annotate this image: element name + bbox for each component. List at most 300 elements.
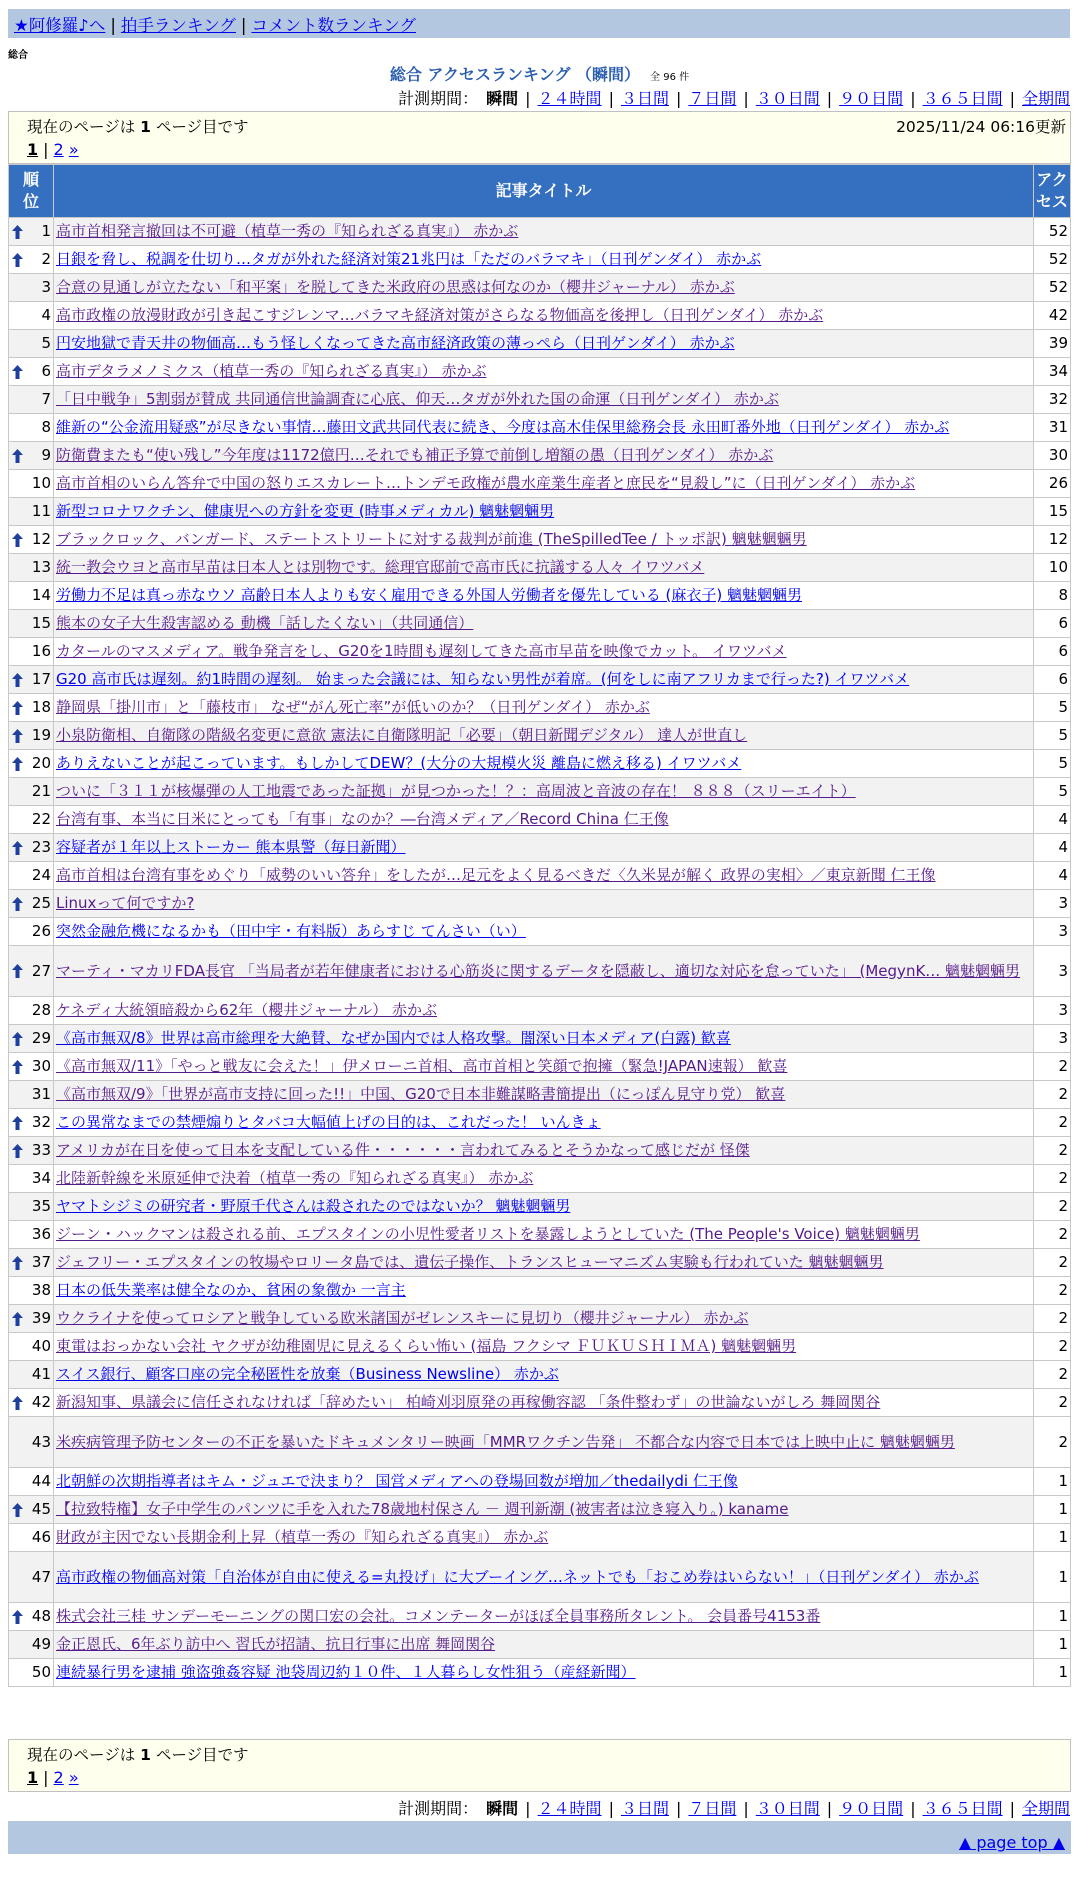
rank-cell xyxy=(9,834,54,862)
pager-separator: | xyxy=(43,140,49,159)
table-row xyxy=(9,638,1071,666)
title-cell xyxy=(54,1333,1034,1361)
rank-cell xyxy=(9,694,54,722)
article-link[interactable]: 北朝鮮の次期指導者はキム・ジュエで決まり？ 国営メディアへの登場回数が増加／thedailydi 仁王像 xyxy=(56,1472,738,1490)
period-separator: | xyxy=(826,89,833,108)
access-count: 2 xyxy=(1034,1249,1071,1277)
table-row xyxy=(9,1659,1071,1687)
period-current: 瞬間 xyxy=(486,89,519,108)
rank-number: 34 xyxy=(31,1169,51,1187)
nav-separator: | xyxy=(110,16,116,35)
period-link-3[interactable]: ７日間 xyxy=(688,1799,737,1818)
title-cell xyxy=(54,1603,1034,1631)
rank-cell xyxy=(9,1659,54,1687)
article-link[interactable]: 日本の低失業率は健全なのか、貧困の象徴か 一言主 xyxy=(56,1281,406,1299)
title-cell xyxy=(54,1165,1034,1193)
access-count: 2 xyxy=(1034,1333,1071,1361)
title-cell xyxy=(54,274,1034,302)
rank-number: 22 xyxy=(31,810,51,828)
pager-bottom xyxy=(27,1768,79,1787)
title-cell xyxy=(54,386,1034,414)
rank-cell xyxy=(9,526,54,554)
table-row xyxy=(9,694,1071,722)
table-row xyxy=(9,526,1071,554)
article-link[interactable]: 高市首相は台湾有事をめぐり「威勢のいい答弁」をしたが…足元をよく見るべきだ〈久米晃が解く 政界の実相〉／東京新聞 仁王像 xyxy=(56,866,936,884)
access-count: 1 xyxy=(1034,1524,1071,1552)
rank-number: 47 xyxy=(31,1567,51,1586)
access-count: 32 xyxy=(1034,386,1071,414)
up-arrow-icon xyxy=(12,1032,23,1046)
access-count: 2 xyxy=(1034,1417,1071,1468)
top-nav-bar xyxy=(8,9,1070,38)
table-row xyxy=(9,750,1071,778)
rank-number: 48 xyxy=(31,1607,51,1625)
table-row xyxy=(9,274,1071,302)
table-row xyxy=(9,470,1071,498)
table-row xyxy=(9,862,1071,890)
table-row xyxy=(9,1468,1071,1496)
page-info-top xyxy=(8,111,1071,164)
table-row xyxy=(9,1524,1071,1552)
rank-number: 12 xyxy=(31,530,51,548)
rank-cell xyxy=(9,1081,54,1109)
rank-cell xyxy=(9,918,54,946)
rank-number: 2 xyxy=(41,250,51,268)
access-count: 2 xyxy=(1034,1389,1071,1417)
rank-number: 8 xyxy=(41,418,51,436)
title-cell xyxy=(54,1137,1034,1165)
rank-cell xyxy=(9,386,54,414)
article-link[interactable]: G20 高市氏は遅刻。約1時間の遅刻。 始まった会議には、知らない男性が着席。(何をしに南アフリカまで行った?) イワツバメ xyxy=(56,670,910,688)
access-count: 2 xyxy=(1034,1361,1071,1389)
article-link[interactable]: 【拉致特権】女子中学生のパンツに手を入れた78歳地村保さん － 週刊新潮 (被害者は泣き寝入り。) kaname xyxy=(56,1500,789,1518)
period-selector-bottom xyxy=(398,1796,1070,1819)
article-link[interactable]: 日銀を脅し、税調を仕切り…タガが外れた経済対策21兆円は「ただのバラマキ」（日刊ゲンダイ） 赤かぶ xyxy=(56,250,762,268)
up-arrow-icon xyxy=(12,897,23,911)
up-arrow-icon xyxy=(12,1396,23,1410)
applause-ranking-link[interactable]: 拍手ランキング xyxy=(120,16,236,35)
rank-number: 45 xyxy=(31,1500,51,1518)
period-link-3[interactable]: ７日間 xyxy=(688,89,737,108)
rank-number: 44 xyxy=(31,1472,51,1490)
article-link[interactable]: ウクライナを使ってロシアと戦争している欧米諸国がゼレンスキーに見切り（櫻井ジャーナル） 赤かぶ xyxy=(56,1309,749,1327)
rank-number: 10 xyxy=(31,474,51,492)
up-arrow-icon xyxy=(12,1503,23,1517)
rank-number: 28 xyxy=(31,1001,51,1019)
table-row xyxy=(9,1249,1071,1277)
period-link-7[interactable]: 全期間 xyxy=(1021,1799,1070,1818)
period-current: 瞬間 xyxy=(486,1799,519,1818)
up-arrow-icon xyxy=(12,253,23,267)
rank-cell xyxy=(9,1631,54,1659)
rank-cell xyxy=(9,554,54,582)
rank-cell xyxy=(9,218,54,246)
article-link[interactable]: スイス銀行、顧客口座の完全秘匿性を放棄（Business Newsline） 赤かぶ xyxy=(56,1365,559,1383)
pager-next[interactable]: » xyxy=(68,1768,79,1787)
title-cell xyxy=(54,1417,1034,1468)
pager-separator: | xyxy=(43,1768,49,1787)
article-link[interactable]: 突然金融危機になるかも（田中宇・有料版）あらすじ てんさい（い） xyxy=(56,922,526,940)
title-cell xyxy=(54,638,1034,666)
title-cell xyxy=(54,1193,1034,1221)
table-row xyxy=(9,1603,1071,1631)
title-cell xyxy=(54,1081,1034,1109)
rank-cell xyxy=(9,330,54,358)
article-link[interactable]: ブラックロック、バンガード、ステートストリートに対する裁判が前進 (TheSpilledTee / トッポ訳) 魑魅魍魎男 xyxy=(56,530,807,548)
rank-number: 17 xyxy=(31,670,51,688)
article-link[interactable]: 新型コロナワクチン、健康児への方針を変更 (時事メディカル) 魑魅魍魎男 xyxy=(56,502,555,520)
access-count: 3 xyxy=(1034,946,1071,997)
rank-cell xyxy=(9,1524,54,1552)
rank-number: 38 xyxy=(31,1281,51,1299)
access-count: 4 xyxy=(1034,862,1071,890)
rank-number: 33 xyxy=(31,1141,51,1159)
title-cell xyxy=(54,414,1034,442)
up-arrow-icon xyxy=(12,701,23,715)
rank-cell xyxy=(9,610,54,638)
article-link[interactable]: アメリカが在日を使って日本を支配している件・・・・・・言われてみるとそうかなって感じだが 怪傑 xyxy=(56,1141,750,1159)
period-link-4[interactable]: ３０日間 xyxy=(755,1799,820,1818)
title-cell xyxy=(54,442,1034,470)
rank-number: 41 xyxy=(31,1365,51,1383)
rank-number: 37 xyxy=(31,1253,51,1271)
article-link[interactable]: ついに「３１１が核爆弾の人工地震であった証拠」が見つかった！？：高周波と音波の存在！ ８８８（スリーエイト） xyxy=(56,782,856,800)
rank-cell xyxy=(9,1496,54,1524)
title-cell xyxy=(54,997,1034,1025)
article-link[interactable]: 「日中戦争」5割弱が賛成 共同通信世論調査に心底、仰天…タガが外れた国の命運（日刊ゲンダイ） 赤かぶ xyxy=(56,390,779,408)
access-count: 30 xyxy=(1034,442,1071,470)
title-cell xyxy=(54,358,1034,386)
rank-number: 46 xyxy=(31,1528,51,1546)
title-cell xyxy=(54,890,1034,918)
rank-cell xyxy=(9,246,54,274)
title-cell xyxy=(54,1496,1034,1524)
article-link[interactable]: 米疾病管理予防センターの不正を暴いたドキュメンタリー映画「MMRワクチン告発」 不都合な内容で日本では上映中止に 魑魅魍魎男 xyxy=(56,1432,955,1451)
article-link[interactable]: 新潟知事、県議会に信任されなければ「辞めたい」 柏崎刈羽原発の再稼働容認 「条件整わず」の世論ないがしろ 舞岡関谷 xyxy=(56,1393,881,1411)
table-row xyxy=(9,302,1071,330)
title-cell xyxy=(54,1552,1034,1603)
title-cell xyxy=(54,1109,1034,1137)
title-cell xyxy=(54,778,1034,806)
pager-top xyxy=(27,140,79,159)
article-link[interactable]: 労働力不足は真っ赤なウソ 高齢日本人よりも安く雇用できる外国人労働者を優先している (麻衣子) 魑魅魍魎男 xyxy=(56,586,803,604)
table-row xyxy=(9,778,1071,806)
up-arrow-icon xyxy=(12,365,23,379)
article-link[interactable]: 高市政権の物価高対策「自治体が自由に使える=丸投げ」に大ブーイング…ネットでも「おこめ券はいらない！」（日刊ゲンダイ） 赤かぶ xyxy=(56,1567,979,1586)
home-link[interactable]: ★阿修羅♪へ xyxy=(14,16,106,35)
access-count: 4 xyxy=(1034,834,1071,862)
table-row xyxy=(9,554,1071,582)
rank-cell xyxy=(9,1552,54,1603)
period-separator: | xyxy=(826,1799,833,1818)
article-link[interactable]: 高市首相のいらん答弁で中国の怒りエスカレート…トンデモ政権が農水産業生産者と庶民を“見殺し”に（日刊ゲンダイ） 赤かぶ xyxy=(56,474,916,492)
period-separator: | xyxy=(1009,1799,1015,1818)
access-count: 6 xyxy=(1034,666,1071,694)
rank-cell xyxy=(9,1137,54,1165)
period-separator: | xyxy=(608,89,614,108)
article-link[interactable]: 維新の“公金流用疑惑”が尽きない事情…藤田文武共同代表に続き、今度は高木佳保里総務会長 永田町番外地（日刊ゲンダイ） 赤かぶ xyxy=(56,418,950,436)
article-link[interactable]: 連続暴行男を逮捕 強盗強姦容疑 池袋周辺約１０件、１人暮らし女性狙う（産経新聞） xyxy=(56,1663,636,1681)
up-arrow-icon xyxy=(12,841,23,855)
rank-number: 27 xyxy=(31,961,51,980)
rank-number: 13 xyxy=(31,558,51,576)
access-count: 1 xyxy=(1034,1659,1071,1687)
table-row xyxy=(9,1496,1071,1524)
rank-number: 30 xyxy=(31,1057,51,1075)
title-cell xyxy=(54,246,1034,274)
current-page-text: 現在のページは 1 ページ目です xyxy=(27,1746,249,1764)
access-count: 3 xyxy=(1034,918,1071,946)
article-link[interactable]: 東電はおっかない会社 ヤクザが幼稚園児に見えるくらい怖い (福島 フクシマ ＦＵＫＵＳＨＩＭＡ) 魑魅魍魎男 xyxy=(56,1337,797,1355)
rank-cell xyxy=(9,1389,54,1417)
title-cell xyxy=(54,1361,1034,1389)
article-link[interactable]: 高市首相発言撤回は不可避（植草一秀の『知られざる真実』） 赤かぶ xyxy=(56,222,519,240)
rank-header: 順位 xyxy=(9,165,54,218)
title-cell xyxy=(54,1631,1034,1659)
table-row xyxy=(9,414,1071,442)
rank-cell xyxy=(9,1025,54,1053)
count-header: アクセス xyxy=(1034,165,1071,218)
up-arrow-icon xyxy=(12,1116,23,1130)
access-count: 10 xyxy=(1034,554,1071,582)
article-link[interactable]: 株式会社三桂 サンデーモーニングの関口宏の会社。コメンテーターがほぼ全員事務所タレント。 会員番号4153番 xyxy=(56,1607,821,1625)
article-link[interactable]: 小泉防衛相、自衛隊の階級名変更に意欲 憲法に自衛隊明記「必要」（朝日新聞デジタル） 達人が世直し xyxy=(56,726,748,744)
rank-cell xyxy=(9,1468,54,1496)
ranking-table xyxy=(8,164,1071,1687)
rank-cell xyxy=(9,638,54,666)
current-page-text: 現在のページは 1 ページ目です xyxy=(27,118,249,136)
up-arrow-icon xyxy=(12,757,23,771)
period-separator: | xyxy=(675,89,682,108)
access-count: 2 xyxy=(1034,1305,1071,1333)
article-link[interactable]: 《高市無双/11》「やっと戦友に会えた！」伊メローニ首相、高市首相と笑顔で抱擁（緊急!JAPAN速報） 歓喜 xyxy=(56,1057,788,1075)
page-title-line xyxy=(0,62,1079,85)
access-count: 6 xyxy=(1034,610,1071,638)
up-arrow-icon xyxy=(12,1060,23,1074)
period-link-1[interactable]: ２４時間 xyxy=(537,1799,602,1818)
period-link-2[interactable]: ３日間 xyxy=(620,1799,669,1818)
rank-cell xyxy=(9,1109,54,1137)
period-separator: | xyxy=(743,89,749,108)
title-cell xyxy=(54,1524,1034,1552)
article-link[interactable]: 台湾有事、本当に日米にとっても「有事」なのか？―台湾メディア／Record China 仁王像 xyxy=(56,810,669,828)
pager-next[interactable]: » xyxy=(68,140,79,159)
access-count: 26 xyxy=(1034,470,1071,498)
table-row xyxy=(9,1165,1071,1193)
period-separator: | xyxy=(525,89,531,108)
table-row xyxy=(9,1081,1071,1109)
up-arrow-icon xyxy=(12,1610,23,1624)
access-count: 2 xyxy=(1034,1193,1071,1221)
rank-number: 1 xyxy=(41,222,51,240)
rank-number: 20 xyxy=(31,754,51,772)
article-link[interactable]: ありえないことが起こっています。もしかしてDEW？(大分の大規模火災 離島に燃え移る) イワツバメ xyxy=(56,754,742,772)
article-link[interactable]: ジーン・ハックマンは殺される前、エプスタインの小児性愛者リストを暴露しようとしていた (The People's Voice) 魑魅魍魎男 xyxy=(56,1225,920,1243)
access-count: 2 xyxy=(1034,1109,1071,1137)
article-link[interactable]: 財政が主因でない長期金利上昇（植草一秀の『知られざる真実』） 赤かぶ xyxy=(56,1528,549,1546)
article-link[interactable]: 《高市無双/9》「世界が高市支持に回った!!」中国、G20で日本非難謀略書簡提出（にっぽん見守り党） 歓喜 xyxy=(56,1085,786,1103)
up-arrow-icon xyxy=(12,729,23,743)
up-arrow-icon xyxy=(12,673,23,687)
title-cell xyxy=(54,1468,1034,1496)
title-cell xyxy=(54,1249,1034,1277)
page-title: 総合 アクセスランキング （瞬間） xyxy=(389,65,641,84)
article-link[interactable]: 合意の見通しが立たない「和平案」を脱してきた米政府の思惑は何なのか（櫻井ジャーナル） 赤かぶ xyxy=(56,278,735,296)
pager-page-2[interactable]: 2 xyxy=(53,1768,64,1787)
article-link[interactable]: この異常なまでの禁煙煽りとタバコ大幅値上げの目的は、これだった！ いんきょ xyxy=(56,1113,601,1131)
article-link[interactable]: ケネディ大統領暗殺から62年（櫻井ジャーナル） 赤かぶ xyxy=(56,1001,438,1019)
table-row xyxy=(9,834,1071,862)
rank-number: 40 xyxy=(31,1337,51,1355)
up-arrow-icon xyxy=(12,449,23,463)
period-link-5[interactable]: ９０日間 xyxy=(839,1799,904,1818)
period-link-7[interactable]: 全期間 xyxy=(1021,89,1070,108)
rank-cell xyxy=(9,1361,54,1389)
table-row xyxy=(9,1277,1071,1305)
rank-cell xyxy=(9,997,54,1025)
article-link[interactable]: 高市政権の放漫財政が引き起こすジレンマ…バラマキ経済対策がさらなる物価高を後押し（日刊ゲンダイ） 赤かぶ xyxy=(56,306,824,324)
period-link-5[interactable]: ９０日間 xyxy=(839,89,904,108)
rank-cell xyxy=(9,1249,54,1277)
page-top-link[interactable]: ▲ page top ▲ xyxy=(958,1833,1065,1852)
article-link[interactable]: ジェフリー・エプスタインの牧場やロリータ島では、遺伝子操作、トランスヒューマニズム実験も行われていた 魑魅魍魎男 xyxy=(56,1253,884,1271)
title-cell xyxy=(54,498,1034,526)
article-link[interactable]: カタールのマスメディア。戦争発言をし、G20を1時間も遅刻してきた高市早苗を映像でカット。 イワツバメ xyxy=(56,642,787,660)
title-header: 記事タイトル xyxy=(54,165,1034,218)
access-count: 8 xyxy=(1034,582,1071,610)
table-row xyxy=(9,918,1071,946)
period-separator: | xyxy=(743,1799,749,1818)
rank-number: 11 xyxy=(31,502,51,520)
access-count: 1 xyxy=(1034,1496,1071,1524)
access-count: 2 xyxy=(1034,1165,1071,1193)
rank-number: 25 xyxy=(31,894,51,912)
updated-timestamp: 2025/11/24 06:16更新 xyxy=(896,118,1066,136)
rank-number: 29 xyxy=(31,1029,51,1047)
period-link-1[interactable]: ２４時間 xyxy=(537,89,602,108)
period-link-4[interactable]: ３０日間 xyxy=(755,89,820,108)
rank-number: 4 xyxy=(41,306,51,324)
article-link[interactable]: 防衛費またも“使い残し”今年度は1172億円…それでも補正予算で前倒し増額の愚（日刊ゲンダイ） 赤かぶ xyxy=(56,446,774,464)
rank-number: 43 xyxy=(31,1432,51,1451)
period-separator: | xyxy=(608,1799,614,1818)
table-row xyxy=(9,946,1071,997)
title-cell xyxy=(54,1221,1034,1249)
table-row xyxy=(9,1025,1071,1053)
rank-cell xyxy=(9,1221,54,1249)
comment-ranking-link[interactable]: コメント数ランキング xyxy=(251,16,416,35)
table-row xyxy=(9,1137,1071,1165)
rank-cell xyxy=(9,1165,54,1193)
access-count: 15 xyxy=(1034,498,1071,526)
rank-number: 9 xyxy=(41,446,51,464)
table-row xyxy=(9,1333,1071,1361)
title-cell xyxy=(54,610,1034,638)
title-cell xyxy=(54,1659,1034,1687)
table-row xyxy=(9,722,1071,750)
article-link[interactable]: 《高市無双/8》世界は高市総理を大絶賛、なぜか国内では人格攻撃。闇深い日本メディア(白露) 歓喜 xyxy=(56,1029,731,1047)
title-cell xyxy=(54,1305,1034,1333)
rank-cell xyxy=(9,1193,54,1221)
period-separator: | xyxy=(1009,89,1015,108)
rank-cell xyxy=(9,750,54,778)
table-row xyxy=(9,442,1071,470)
up-arrow-icon xyxy=(12,1312,23,1326)
title-cell xyxy=(54,470,1034,498)
article-link[interactable]: ヤマトシジミの研究者・野原千代さんは殺されたのではないか？ 魑魅魍魎男 xyxy=(56,1197,571,1215)
total-count: 全 96 件 xyxy=(650,72,690,83)
rank-number: 3 xyxy=(41,278,51,296)
access-count: 1 xyxy=(1034,1631,1071,1659)
article-link[interactable]: 統一教会ウヨと高市早苗は日本人とは別物です。総理官邸前で高市氏に抗議する人々 イワツバメ xyxy=(56,558,705,576)
rank-cell xyxy=(9,358,54,386)
title-cell xyxy=(54,330,1034,358)
table-row xyxy=(9,890,1071,918)
pager-page-1[interactable]: 1 xyxy=(27,140,39,159)
article-link[interactable]: 円安地獄で青天井の物価高…もう怪しくなってきた高市経済政策の薄っぺら（日刊ゲンダイ） 赤かぶ xyxy=(56,334,735,352)
title-cell xyxy=(54,302,1034,330)
pager-page-1[interactable]: 1 xyxy=(27,1768,39,1787)
period-selector-top xyxy=(398,86,1070,109)
period-separator: | xyxy=(675,1799,682,1818)
access-count: 12 xyxy=(1034,526,1071,554)
table-row xyxy=(9,498,1071,526)
rank-number: 39 xyxy=(31,1309,51,1327)
table-row xyxy=(9,1361,1071,1389)
pager-page-2[interactable]: 2 xyxy=(53,140,64,159)
table-row xyxy=(9,1109,1071,1137)
article-link[interactable]: Linuxって何ですか? xyxy=(56,894,195,912)
article-link[interactable]: マーティ・マカリFDA長官 「当局者が若年健康者における心筋炎に関するデータを隠蔽し、適切な対応を怠っていた」 (MegynK… 魑魅魍魎男 xyxy=(56,961,1021,980)
article-link[interactable]: 熊本の女子大生殺害認める 動機「話したくない」（共同通信） xyxy=(56,614,474,632)
period-label: 計測期間： xyxy=(398,89,479,108)
table-row xyxy=(9,610,1071,638)
up-arrow-icon xyxy=(12,1256,23,1270)
rank-number: 7 xyxy=(41,390,51,408)
title-cell xyxy=(54,554,1034,582)
article-link[interactable]: 金正恩氏、6年ぶり訪中へ 習氏が招請、抗日行事に出席 舞岡関谷 xyxy=(56,1635,496,1653)
rank-cell xyxy=(9,1417,54,1468)
access-count: 5 xyxy=(1034,778,1071,806)
rank-cell xyxy=(9,414,54,442)
article-link[interactable]: 静岡県「掛川市」と「藤枝市」 なぜ“がん死亡率”が低いのか？（日刊ゲンダイ） 赤かぶ xyxy=(56,698,650,716)
rank-number: 32 xyxy=(31,1113,51,1131)
period-label: 計測期間： xyxy=(398,1799,479,1818)
rank-cell xyxy=(9,498,54,526)
title-cell xyxy=(54,918,1034,946)
up-arrow-icon xyxy=(12,533,23,547)
access-count: 2 xyxy=(1034,1053,1071,1081)
period-link-6[interactable]: ３６５日間 xyxy=(922,89,1003,108)
period-separator: | xyxy=(910,1799,916,1818)
title-cell xyxy=(54,1053,1034,1081)
title-cell xyxy=(54,694,1034,722)
page-info-bottom xyxy=(8,1739,1071,1792)
title-cell xyxy=(54,1389,1034,1417)
table-row xyxy=(9,218,1071,246)
period-link-6[interactable]: ３６５日間 xyxy=(922,1799,1003,1818)
title-cell xyxy=(54,582,1034,610)
article-link[interactable]: 容疑者が１年以上ストーカー 熊本県警（毎日新聞） xyxy=(56,838,406,856)
rank-cell xyxy=(9,1305,54,1333)
rank-cell xyxy=(9,666,54,694)
access-count: 52 xyxy=(1034,246,1071,274)
article-link[interactable]: 北陸新幹線を米原延伸で決着（植草一秀の『知られざる真実』） 赤かぶ xyxy=(56,1169,534,1187)
rank-number: 35 xyxy=(31,1197,51,1215)
period-link-2[interactable]: ３日間 xyxy=(620,89,669,108)
article-link[interactable]: 高市デタラメノミクス（植草一秀の『知られざる真実』） 赤かぶ xyxy=(56,362,487,380)
table-row xyxy=(9,330,1071,358)
